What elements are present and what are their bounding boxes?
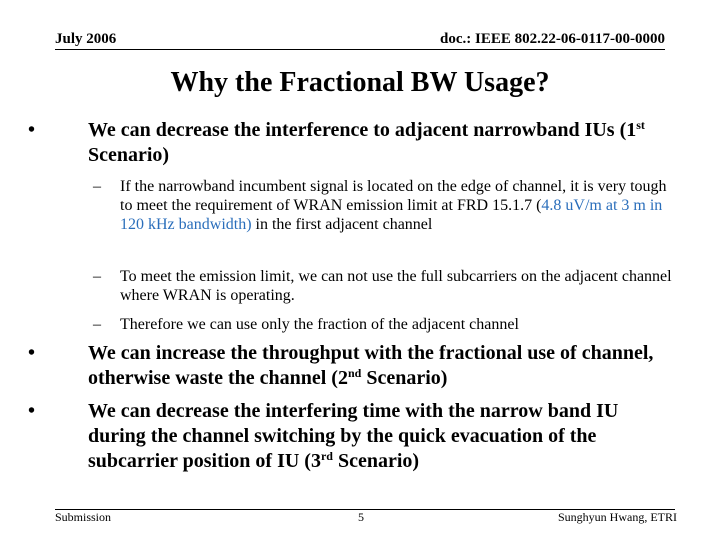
bullet-1-text (88, 118, 668, 168)
bullet-3-text (88, 399, 668, 474)
sub-bullet-3 (93, 315, 673, 334)
bullet-2-text (88, 341, 668, 391)
bullet-1-text-pre: We can decrease the interference to adjacent narrowband IUs (1 (88, 119, 637, 141)
sub-bullet-2-text: To meet the emission limit, we can not use the full subcarriers on the adjacent channel where WRAN is operating. (120, 268, 672, 304)
header-doc-id: doc.: IEEE 802.22-06-0117-00-0000 (440, 31, 665, 47)
footer-submission: Submission (55, 510, 112, 524)
slide-title: Why the Fractional BW Usage? (170, 67, 550, 98)
sub-bullet-1-pre: If the narrowband incumbent signal is located on the edge of channel, it is very tough to meet the requirement of WRAN emission limit at FRD 15.1.7 ( (120, 178, 667, 214)
sub-bullet-marker: – (93, 178, 101, 195)
bullet-1 (28, 118, 668, 168)
bullet-marker: • (28, 400, 36, 422)
sub-bullet-2 (93, 267, 673, 305)
footer-author: Sunghyun Hwang, ETRI (558, 510, 677, 524)
bullet-3-text-post: Scenario) (332, 450, 420, 472)
sub-bullet-marker: – (93, 316, 101, 333)
sub-bullet-3-text: Therefore we can use only the fraction of the adjacent channel (120, 316, 519, 333)
bullet-3-text-pre: We can decrease the interfering time with the narrow band IU during the channel switching by the quick evacuation of the subcarrier position of IU (3 (88, 400, 619, 472)
bullet-marker: • (28, 119, 36, 141)
bullet-2-sup: nd (347, 366, 362, 380)
bullet-3-sup: rd (320, 449, 333, 463)
sub-bullet-1 (93, 177, 673, 234)
bullet-3 (28, 399, 668, 474)
sub-bullet-marker: – (93, 268, 101, 285)
bullet-marker: • (28, 342, 36, 364)
bullet-2 (28, 341, 668, 391)
bullet-1-sup: st (636, 118, 645, 132)
bullet-2-text-pre: We can increase the throughput with the fractional use of channel, otherwise waste the channel (2 (88, 342, 654, 389)
bullet-2-text-post: Scenario) (361, 367, 448, 389)
header-rule (55, 49, 665, 50)
bullet-1-text-post: Scenario) (88, 144, 170, 166)
sub-bullet-1-post: in the first adjacent channel (251, 216, 433, 233)
sub-bullet-1-text (120, 177, 673, 234)
footer-page-number: 5 (358, 510, 364, 524)
sub-bullet-1-highlight: 4.8 uV/m at 3 m in 120 kHz bandwidth) (120, 197, 663, 233)
header-date: July 2006 (55, 31, 117, 47)
